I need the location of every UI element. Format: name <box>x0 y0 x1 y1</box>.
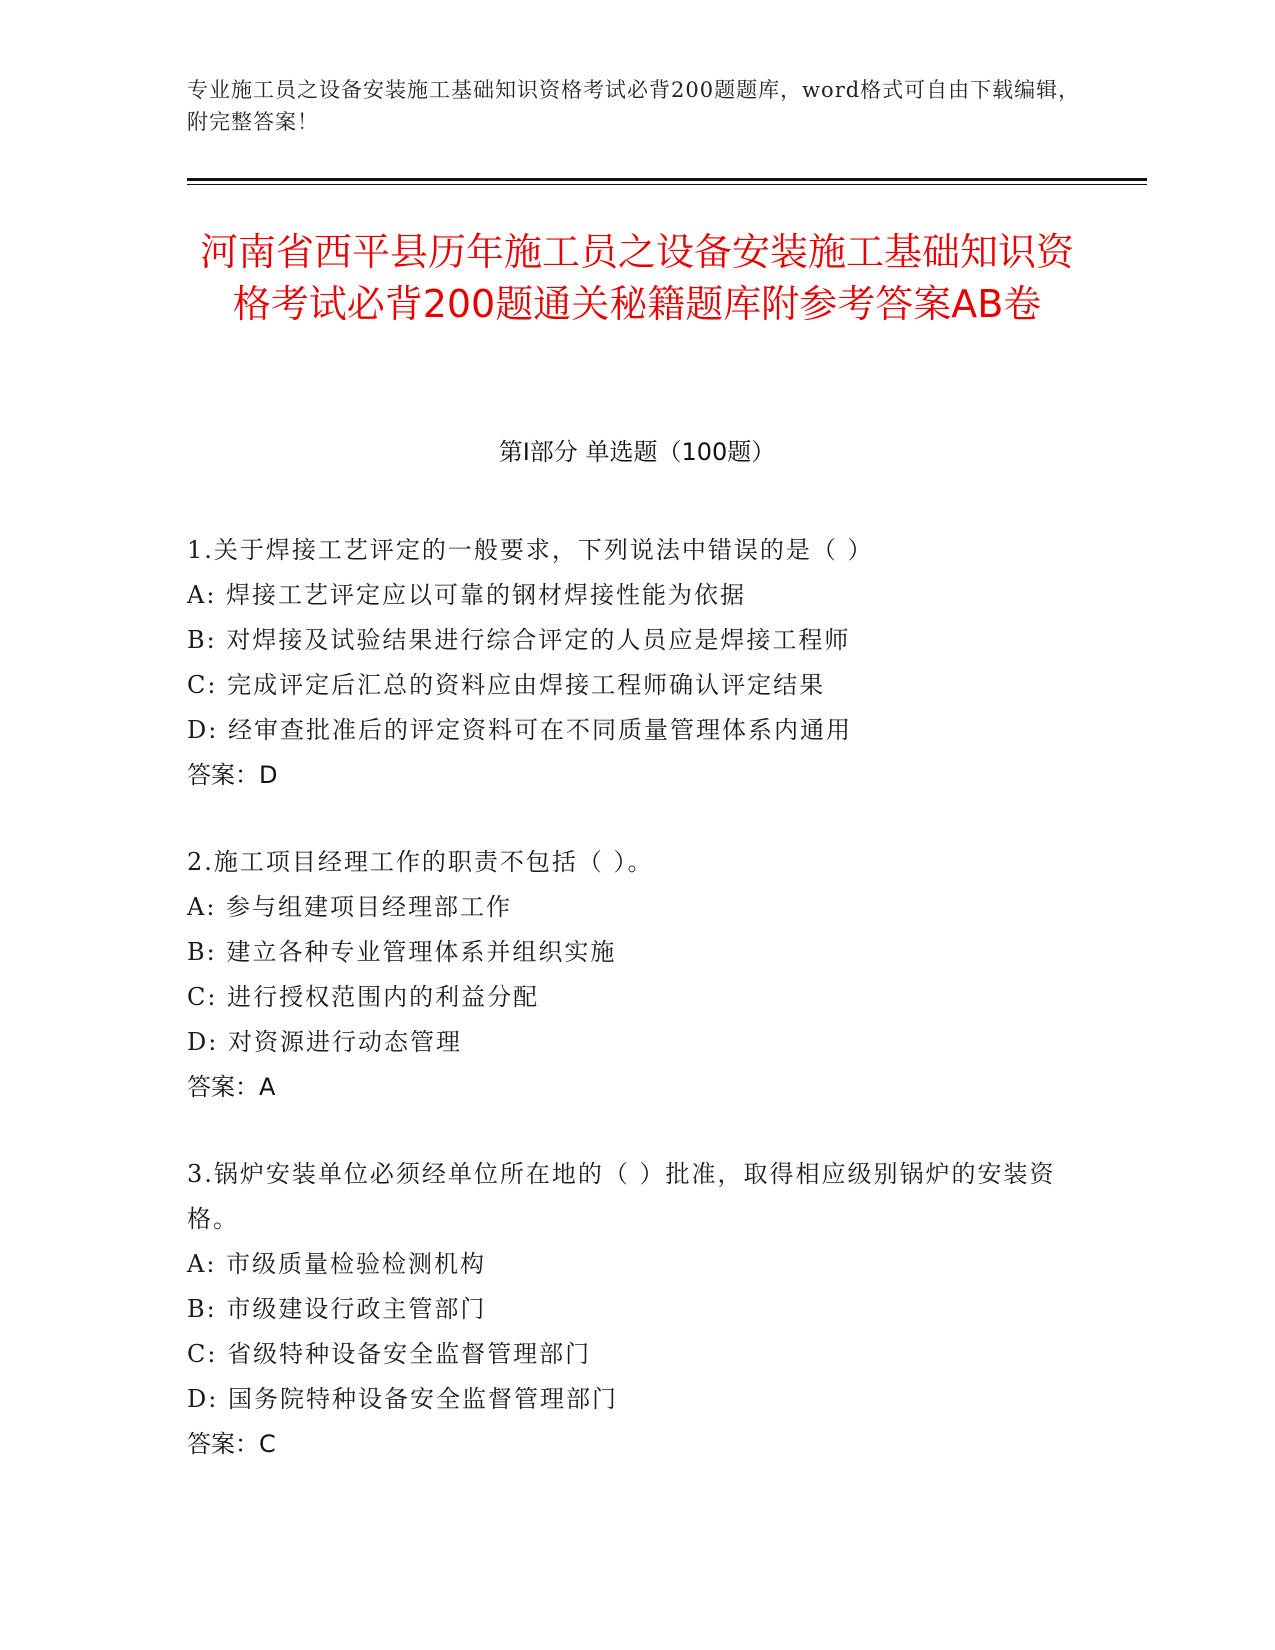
question-2 <box>187 840 1087 1110</box>
header-divider-thin <box>187 184 1147 185</box>
option-a: A: 焊接工艺评定应以可靠的钢材焊接性能为依据 <box>187 581 747 609</box>
option-a: A: 市级质量检验检测机构 <box>187 1250 487 1278</box>
document-title: 河南省西平县历年施工员之设备安装施工基础知识资格考试必背200题通关秘籍题库附参考答案AB卷 <box>199 230 1074 326</box>
option-c: C: 进行授权范围内的利益分配 <box>187 983 540 1011</box>
option-a: A: 参与组建项目经理部工作 <box>187 893 513 921</box>
option-c: C: 完成评定后汇总的资料应由焊接工程师确认评定结果 <box>187 671 826 699</box>
option-b: B: 建立各种专业管理体系并组织实施 <box>187 938 617 966</box>
section-title: 第Ⅰ部分 单选题（100题） <box>498 438 776 466</box>
answer: 答案：D <box>187 761 278 789</box>
question-text: 3.锅炉安装单位必须经单位所在地的（ ）批准，取得相应级别锅炉的安装资格。 <box>187 1160 1056 1233</box>
option-b: B: 市级建设行政主管部门 <box>187 1295 487 1323</box>
question-3 <box>187 1152 1087 1467</box>
question-list <box>187 528 1087 1509</box>
question-1 <box>187 528 1087 798</box>
option-d: D: 对资源进行动态管理 <box>187 1028 462 1056</box>
option-c: C: 省级特种设备安全监督管理部门 <box>187 1340 592 1368</box>
question-text: 1.关于焊接工艺评定的一般要求，下列说法中错误的是（ ） <box>187 536 874 564</box>
answer: 答案：A <box>187 1073 276 1101</box>
header-divider-thick <box>187 178 1147 181</box>
option-d: D: 经审查批准后的评定资料可在不同质量管理体系内通用 <box>187 716 852 744</box>
option-d: D: 国务院特种设备安全监督管理部门 <box>187 1385 618 1413</box>
question-text: 2.施工项目经理工作的职责不包括（ ）。 <box>187 848 654 876</box>
header-note: 专业施工员之设备安装施工基础知识资格考试必背200题题库，word格式可自由下载编辑，附完整答案！ <box>187 78 1081 134</box>
answer: 答案：C <box>187 1430 276 1458</box>
option-b: B: 对焊接及试验结果进行综合评定的人员应是焊接工程师 <box>187 626 851 654</box>
